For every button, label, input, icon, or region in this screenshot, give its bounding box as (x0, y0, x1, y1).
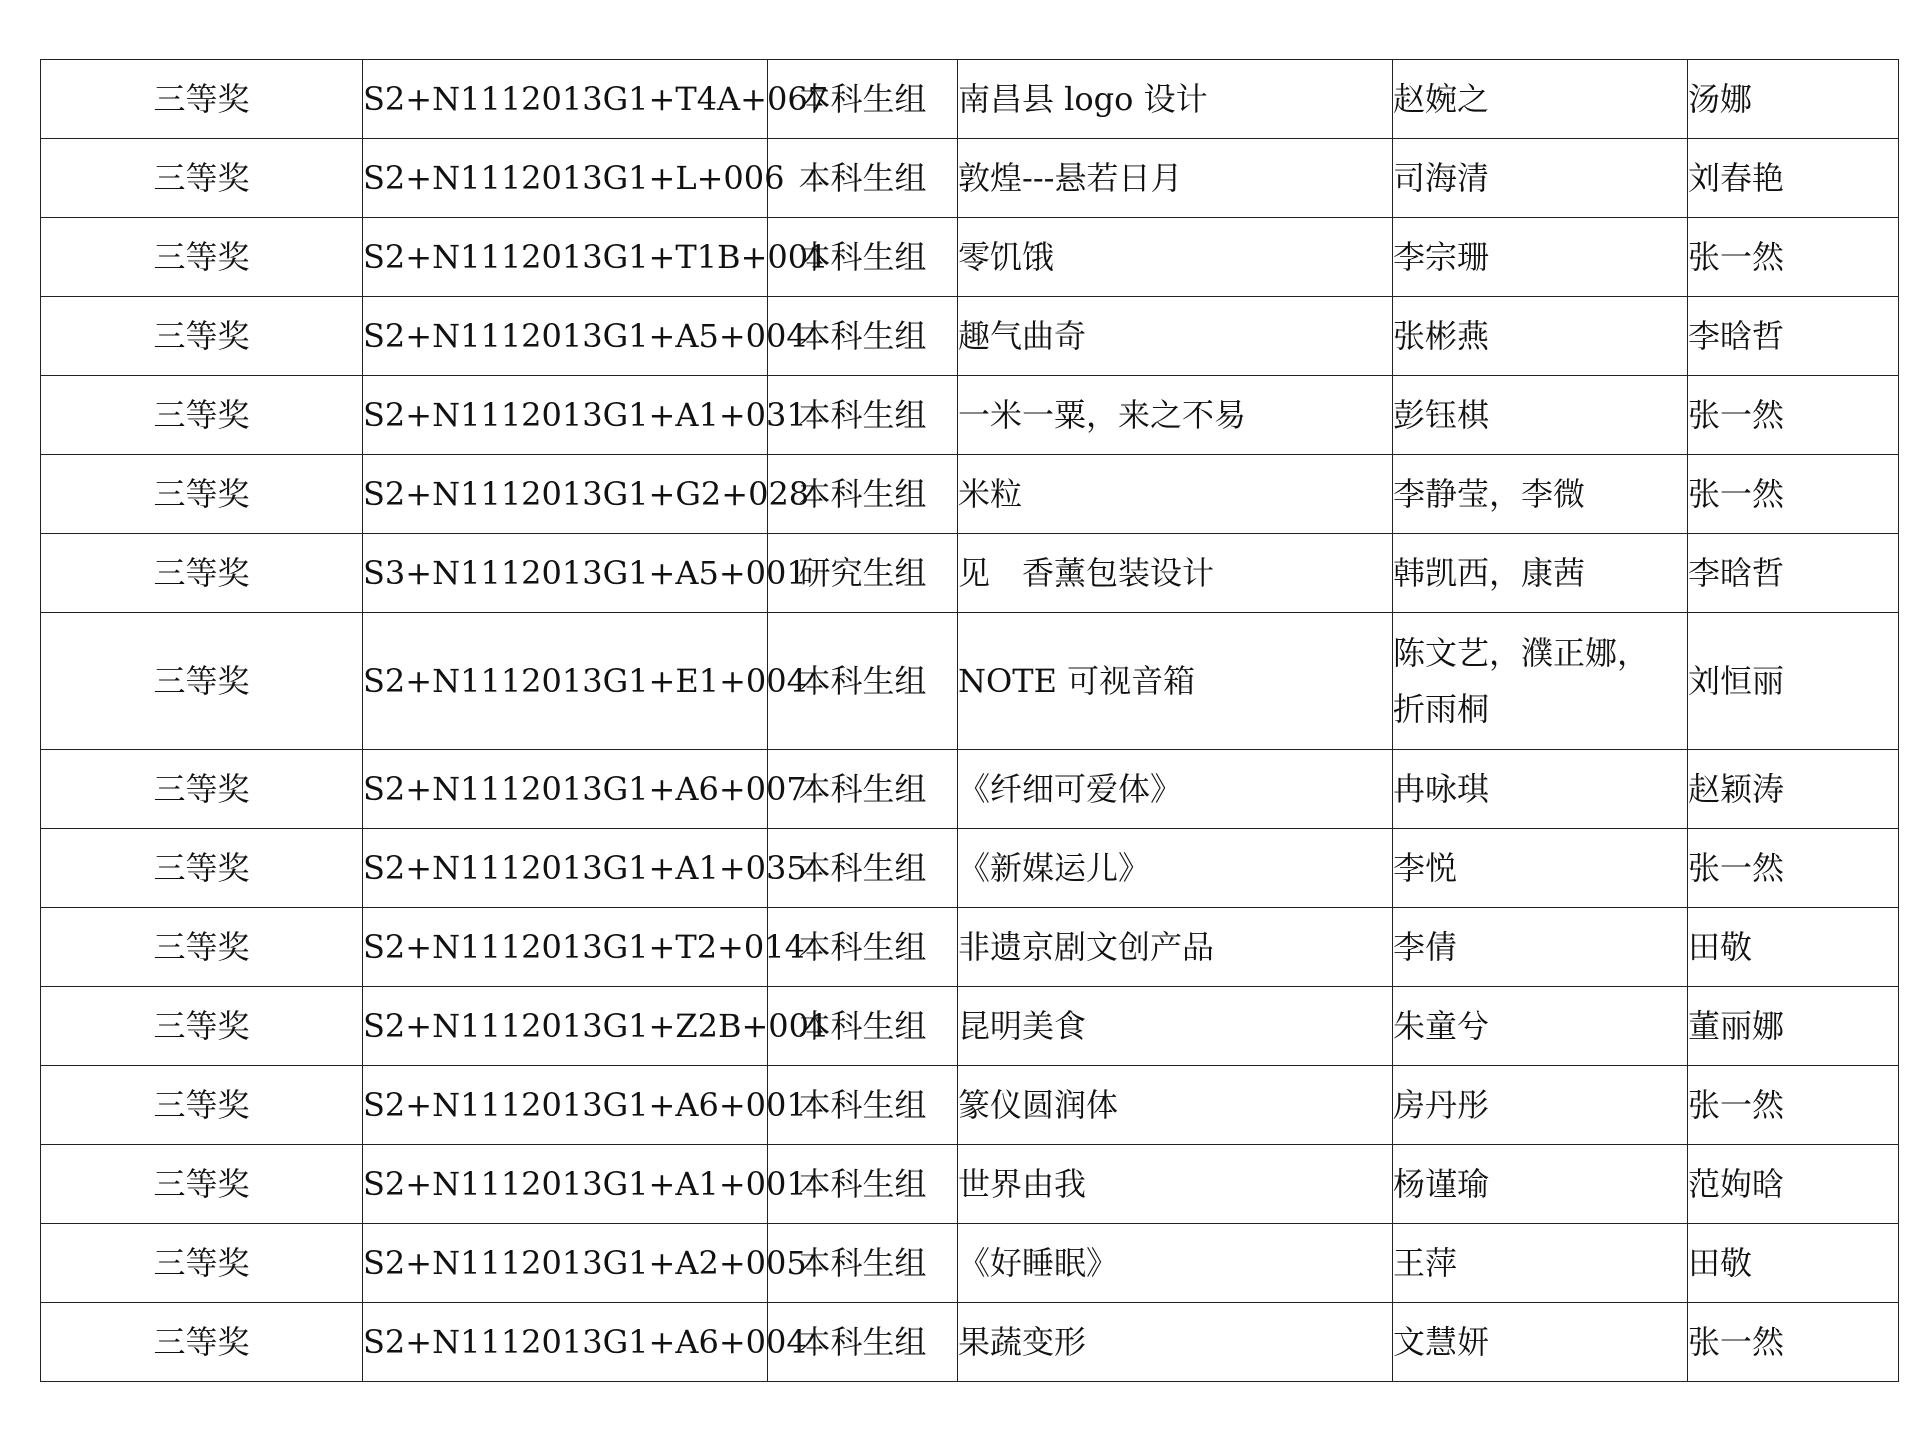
award-cell: 三等奖 (41, 829, 363, 908)
entry-code-cell: S2+N1112013G1+T4A+067 (363, 60, 768, 139)
award-cell: 三等奖 (41, 908, 363, 987)
work-title-cell: 非遗京剧文创产品 (958, 908, 1393, 987)
group-cell: 本科生组 (768, 139, 958, 218)
advisor-cell: 赵颖涛 (1688, 750, 1899, 829)
author-line: 张彬燕 (1393, 317, 1490, 355)
author-cell (1393, 534, 1688, 613)
table-row (41, 987, 1899, 1066)
group-cell: 本科生组 (768, 1145, 958, 1224)
table-row (41, 139, 1899, 218)
award-cell: 三等奖 (41, 987, 363, 1066)
table-row (41, 376, 1899, 455)
advisor-cell: 刘春艳 (1688, 139, 1899, 218)
award-cell: 三等奖 (41, 1066, 363, 1145)
group-cell: 本科生组 (768, 1303, 958, 1382)
author-line: 文慧妍 (1393, 1323, 1490, 1361)
advisor-cell: 田敬 (1688, 1224, 1899, 1303)
author-cell (1393, 1224, 1688, 1303)
award-cell: 三等奖 (41, 139, 363, 218)
author-line: 李宗珊 (1393, 238, 1490, 276)
author-line: 陈文艺，濮正娜， (1393, 634, 1650, 672)
work-title-cell: 昆明美食 (958, 987, 1393, 1066)
author-line: 李倩 (1393, 928, 1458, 966)
table-row (41, 613, 1899, 750)
author-line: 房丹彤 (1393, 1086, 1490, 1124)
advisor-cell: 张一然 (1688, 1303, 1899, 1382)
work-title-cell: 见 香薰包装设计 (958, 534, 1393, 613)
author-line: 赵婉之 (1393, 80, 1490, 118)
group-cell: 本科生组 (768, 1224, 958, 1303)
advisor-cell: 张一然 (1688, 376, 1899, 455)
work-title-cell: 世界由我 (958, 1145, 1393, 1224)
award-cell: 三等奖 (41, 60, 363, 139)
author-line: 李悦 (1393, 849, 1458, 887)
table-row (41, 455, 1899, 534)
work-title-cell: 果蔬变形 (958, 1303, 1393, 1382)
author-cell (1393, 218, 1688, 297)
advisor-cell: 张一然 (1688, 218, 1899, 297)
work-title-cell: 敦煌---悬若日月 (958, 139, 1393, 218)
author-cell (1393, 987, 1688, 1066)
group-cell: 本科生组 (768, 297, 958, 376)
work-title-cell: 《好睡眠》 (958, 1224, 1393, 1303)
table-row (41, 1145, 1899, 1224)
advisor-cell: 张一然 (1688, 455, 1899, 534)
group-cell: 本科生组 (768, 218, 958, 297)
author-line: 朱童兮 (1393, 1007, 1490, 1045)
work-title-cell: 零饥饿 (958, 218, 1393, 297)
advisor-cell: 田敬 (1688, 908, 1899, 987)
advisor-cell: 范姁晗 (1688, 1145, 1899, 1224)
advisor-cell: 汤娜 (1688, 60, 1899, 139)
group-cell: 本科生组 (768, 908, 958, 987)
author-line: 冉咏琪 (1393, 770, 1490, 808)
entry-code-cell: S2+N1112013G1+A6+004 (363, 1303, 768, 1382)
award-cell: 三等奖 (41, 750, 363, 829)
advisor-cell: 李晗哲 (1688, 297, 1899, 376)
table-row (41, 534, 1899, 613)
author-line: 折雨桐 (1393, 690, 1490, 728)
group-cell: 本科生组 (768, 829, 958, 908)
advisor-cell: 张一然 (1688, 1066, 1899, 1145)
award-cell: 三等奖 (41, 1303, 363, 1382)
award-cell: 三等奖 (41, 613, 363, 750)
award-cell: 三等奖 (41, 218, 363, 297)
author-cell (1393, 297, 1688, 376)
table-row (41, 908, 1899, 987)
author-cell (1393, 139, 1688, 218)
author-line: 李静莹，李微 (1393, 475, 1586, 513)
award-cell: 三等奖 (41, 1224, 363, 1303)
advisor-cell: 张一然 (1688, 829, 1899, 908)
advisor-cell: 董丽娜 (1688, 987, 1899, 1066)
advisor-cell: 李晗哲 (1688, 534, 1899, 613)
work-title-cell: 一米一粟，来之不易 (958, 376, 1393, 455)
group-cell: 研究生组 (768, 534, 958, 613)
group-cell: 本科生组 (768, 455, 958, 534)
table-row (41, 297, 1899, 376)
table-row (41, 750, 1899, 829)
group-cell: 本科生组 (768, 376, 958, 455)
author-line: 彭钰棋 (1393, 396, 1490, 434)
entry-code-cell: S2+N1112013G1+A1+001 (363, 1145, 768, 1224)
entry-code-cell: S2+N1112013G1+A6+007 (363, 750, 768, 829)
author-cell (1393, 1303, 1688, 1382)
entry-code-cell: S2+N1112013G1+A5+004 (363, 297, 768, 376)
award-cell: 三等奖 (41, 376, 363, 455)
table-row (41, 60, 1899, 139)
table-row (41, 1066, 1899, 1145)
author-line: 杨谨瑜 (1393, 1165, 1490, 1203)
author-cell (1393, 60, 1688, 139)
author-cell (1393, 455, 1688, 534)
advisor-cell: 刘恒丽 (1688, 613, 1899, 750)
group-cell: 本科生组 (768, 987, 958, 1066)
entry-code-cell: S2+N1112013G1+E1+004 (363, 613, 768, 750)
table-row (41, 1224, 1899, 1303)
entry-code-cell: S2+N1112013G1+A1+035 (363, 829, 768, 908)
award-cell: 三等奖 (41, 455, 363, 534)
entry-code-cell: S2+N1112013G1+A2+005 (363, 1224, 768, 1303)
entry-code-cell: S2+N1112013G1+T1B+001 (363, 218, 768, 297)
author-cell (1393, 829, 1688, 908)
group-cell: 本科生组 (768, 60, 958, 139)
group-cell: 本科生组 (768, 1066, 958, 1145)
table-row (41, 218, 1899, 297)
award-cell: 三等奖 (41, 534, 363, 613)
awards-table (40, 59, 1899, 1382)
author-cell (1393, 1145, 1688, 1224)
work-title-cell: NOTE 可视音箱 (958, 613, 1393, 750)
work-title-cell: 《纤细可爱体》 (958, 750, 1393, 829)
group-cell: 本科生组 (768, 750, 958, 829)
entry-code-cell: S2+N1112013G1+Z2B+001 (363, 987, 768, 1066)
work-title-cell: 米粒 (958, 455, 1393, 534)
award-cell: 三等奖 (41, 297, 363, 376)
author-cell (1393, 750, 1688, 829)
award-cell: 三等奖 (41, 1145, 363, 1224)
table-row (41, 829, 1899, 908)
author-cell (1393, 376, 1688, 455)
group-cell: 本科生组 (768, 613, 958, 750)
author-cell (1393, 613, 1688, 750)
author-line: 司海清 (1393, 159, 1490, 197)
entry-code-cell: S2+N1112013G1+L+006 (363, 139, 768, 218)
table-row (41, 1303, 1899, 1382)
awards-table-body (41, 60, 1899, 1382)
work-title-cell: 南昌县 logo 设计 (958, 60, 1393, 139)
entry-code-cell: S2+N1112013G1+A1+031 (363, 376, 768, 455)
entry-code-cell: S2+N1112013G1+A6+001 (363, 1066, 768, 1145)
author-cell (1393, 908, 1688, 987)
entry-code-cell: S2+N1112013G1+T2+014 (363, 908, 768, 987)
entry-code-cell: S2+N1112013G1+G2+028 (363, 455, 768, 534)
work-title-cell: 趣气曲奇 (958, 297, 1393, 376)
work-title-cell: 篆仪圆润体 (958, 1066, 1393, 1145)
entry-code-cell: S3+N1112013G1+A5+001 (363, 534, 768, 613)
work-title-cell: 《新媒运儿》 (958, 829, 1393, 908)
author-cell (1393, 1066, 1688, 1145)
author-line: 韩凯西，康茜 (1393, 554, 1586, 592)
author-line: 王萍 (1393, 1244, 1458, 1282)
